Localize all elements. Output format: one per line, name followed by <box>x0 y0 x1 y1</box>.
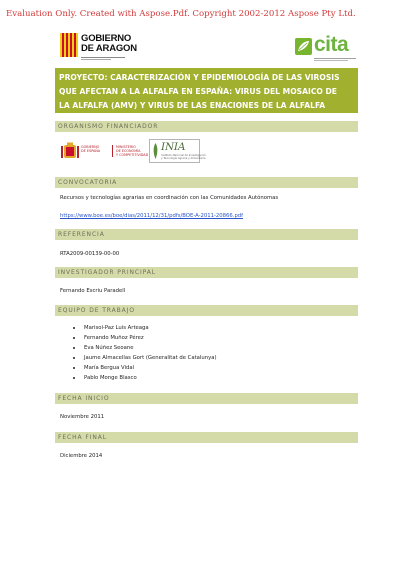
funding-logos <box>60 139 206 165</box>
title-line-1: PROYECTO: CARACTERIZACIÓN Y EPIDEMIOLOGÍA DE LAS VIROSIS <box>59 73 340 82</box>
team-list <box>60 323 217 383</box>
inia-subtitle: Instituto Nacional de Investigación y Tecnología Agraria y Alimentaria <box>161 154 206 160</box>
investigador-value: Fernando Escriu Paradell <box>60 288 126 294</box>
inia-leaf-icon <box>152 143 159 159</box>
list-item: Eva Núñez Seoane <box>60 343 217 353</box>
section-organismo-financiador: ORGANISMO FINANCIADOR <box>55 121 358 132</box>
section-investigador-principal: INVESTIGADOR PRINCIPAL <box>55 267 358 278</box>
project-title <box>55 68 358 113</box>
section-fecha-inicio: FECHA INICIO <box>55 393 358 404</box>
convocatoria-link[interactable]: https://www.boe.es/boe/dias/2011/12/31/pdfs/BOE-A-2011-20866.pdf <box>60 213 244 219</box>
aragon-subtitle-graphic <box>81 56 141 61</box>
list-item: María Bergua Vidal <box>60 363 217 373</box>
fecha-inicio-value: Noviembre 2011 <box>60 414 105 420</box>
section-referencia: REFERENCIA <box>55 229 358 240</box>
evaluation-watermark: Evaluation Only. Created with Aspose.Pdf. Copyright 2002-2012 Aspose Pty Ltd. <box>6 9 356 19</box>
title-line-3: LA ALFALFA (AMV) Y VIRUS DE LAS ENACIONES DE LA ALFALFA <box>59 101 326 110</box>
referencia-value: RTA2009-00139-00-00 <box>60 251 120 257</box>
list-item: Pablo Monge Blasco <box>60 373 217 383</box>
aragon-shield-icon <box>60 33 78 57</box>
gobierno-espana-text: GOBIERNO DE ESPAÑA <box>81 145 101 153</box>
list-item: Marisol-Paz Luis Arteaga <box>60 323 217 333</box>
cita-logo <box>295 34 357 64</box>
fecha-final-value: Diciembre 2014 <box>60 453 103 459</box>
spain-coat-of-arms-icon <box>60 142 80 161</box>
ministerio-text: MINISTERIO DE ECONOMÍA Y COMPETITIVIDAD <box>112 145 148 157</box>
aragon-logo-text: GOBIERNO DE ARAGON <box>81 33 137 54</box>
convocatoria-text: Recursos y tecnologías agrarias en coordinación con las Comunidades Autónomas <box>60 195 279 201</box>
list-item: Fernando Muñoz Pérez <box>60 333 217 343</box>
inia-word: INIA <box>161 141 186 153</box>
cita-leaf-icon <box>295 38 312 55</box>
cita-subtitle-graphic <box>314 57 356 62</box>
gobierno-aragon-logo <box>60 33 140 63</box>
cita-logo-word: cita <box>314 33 349 56</box>
title-line-2: QUE AFECTAN A LA ALFALFA EN ESPAÑA: VIRUS DEL MOSAICO DE <box>59 87 337 96</box>
section-fecha-final: FECHA FINAL <box>55 432 358 443</box>
section-convocatoria: CONVOCATORIA <box>55 177 358 188</box>
section-equipo-trabajo: EQUIPO DE TRABAJO <box>55 305 358 316</box>
inia-logo <box>149 139 206 163</box>
list-item: Jaume Almacellas Gort (Generalitat de Catalunya) <box>60 353 217 363</box>
